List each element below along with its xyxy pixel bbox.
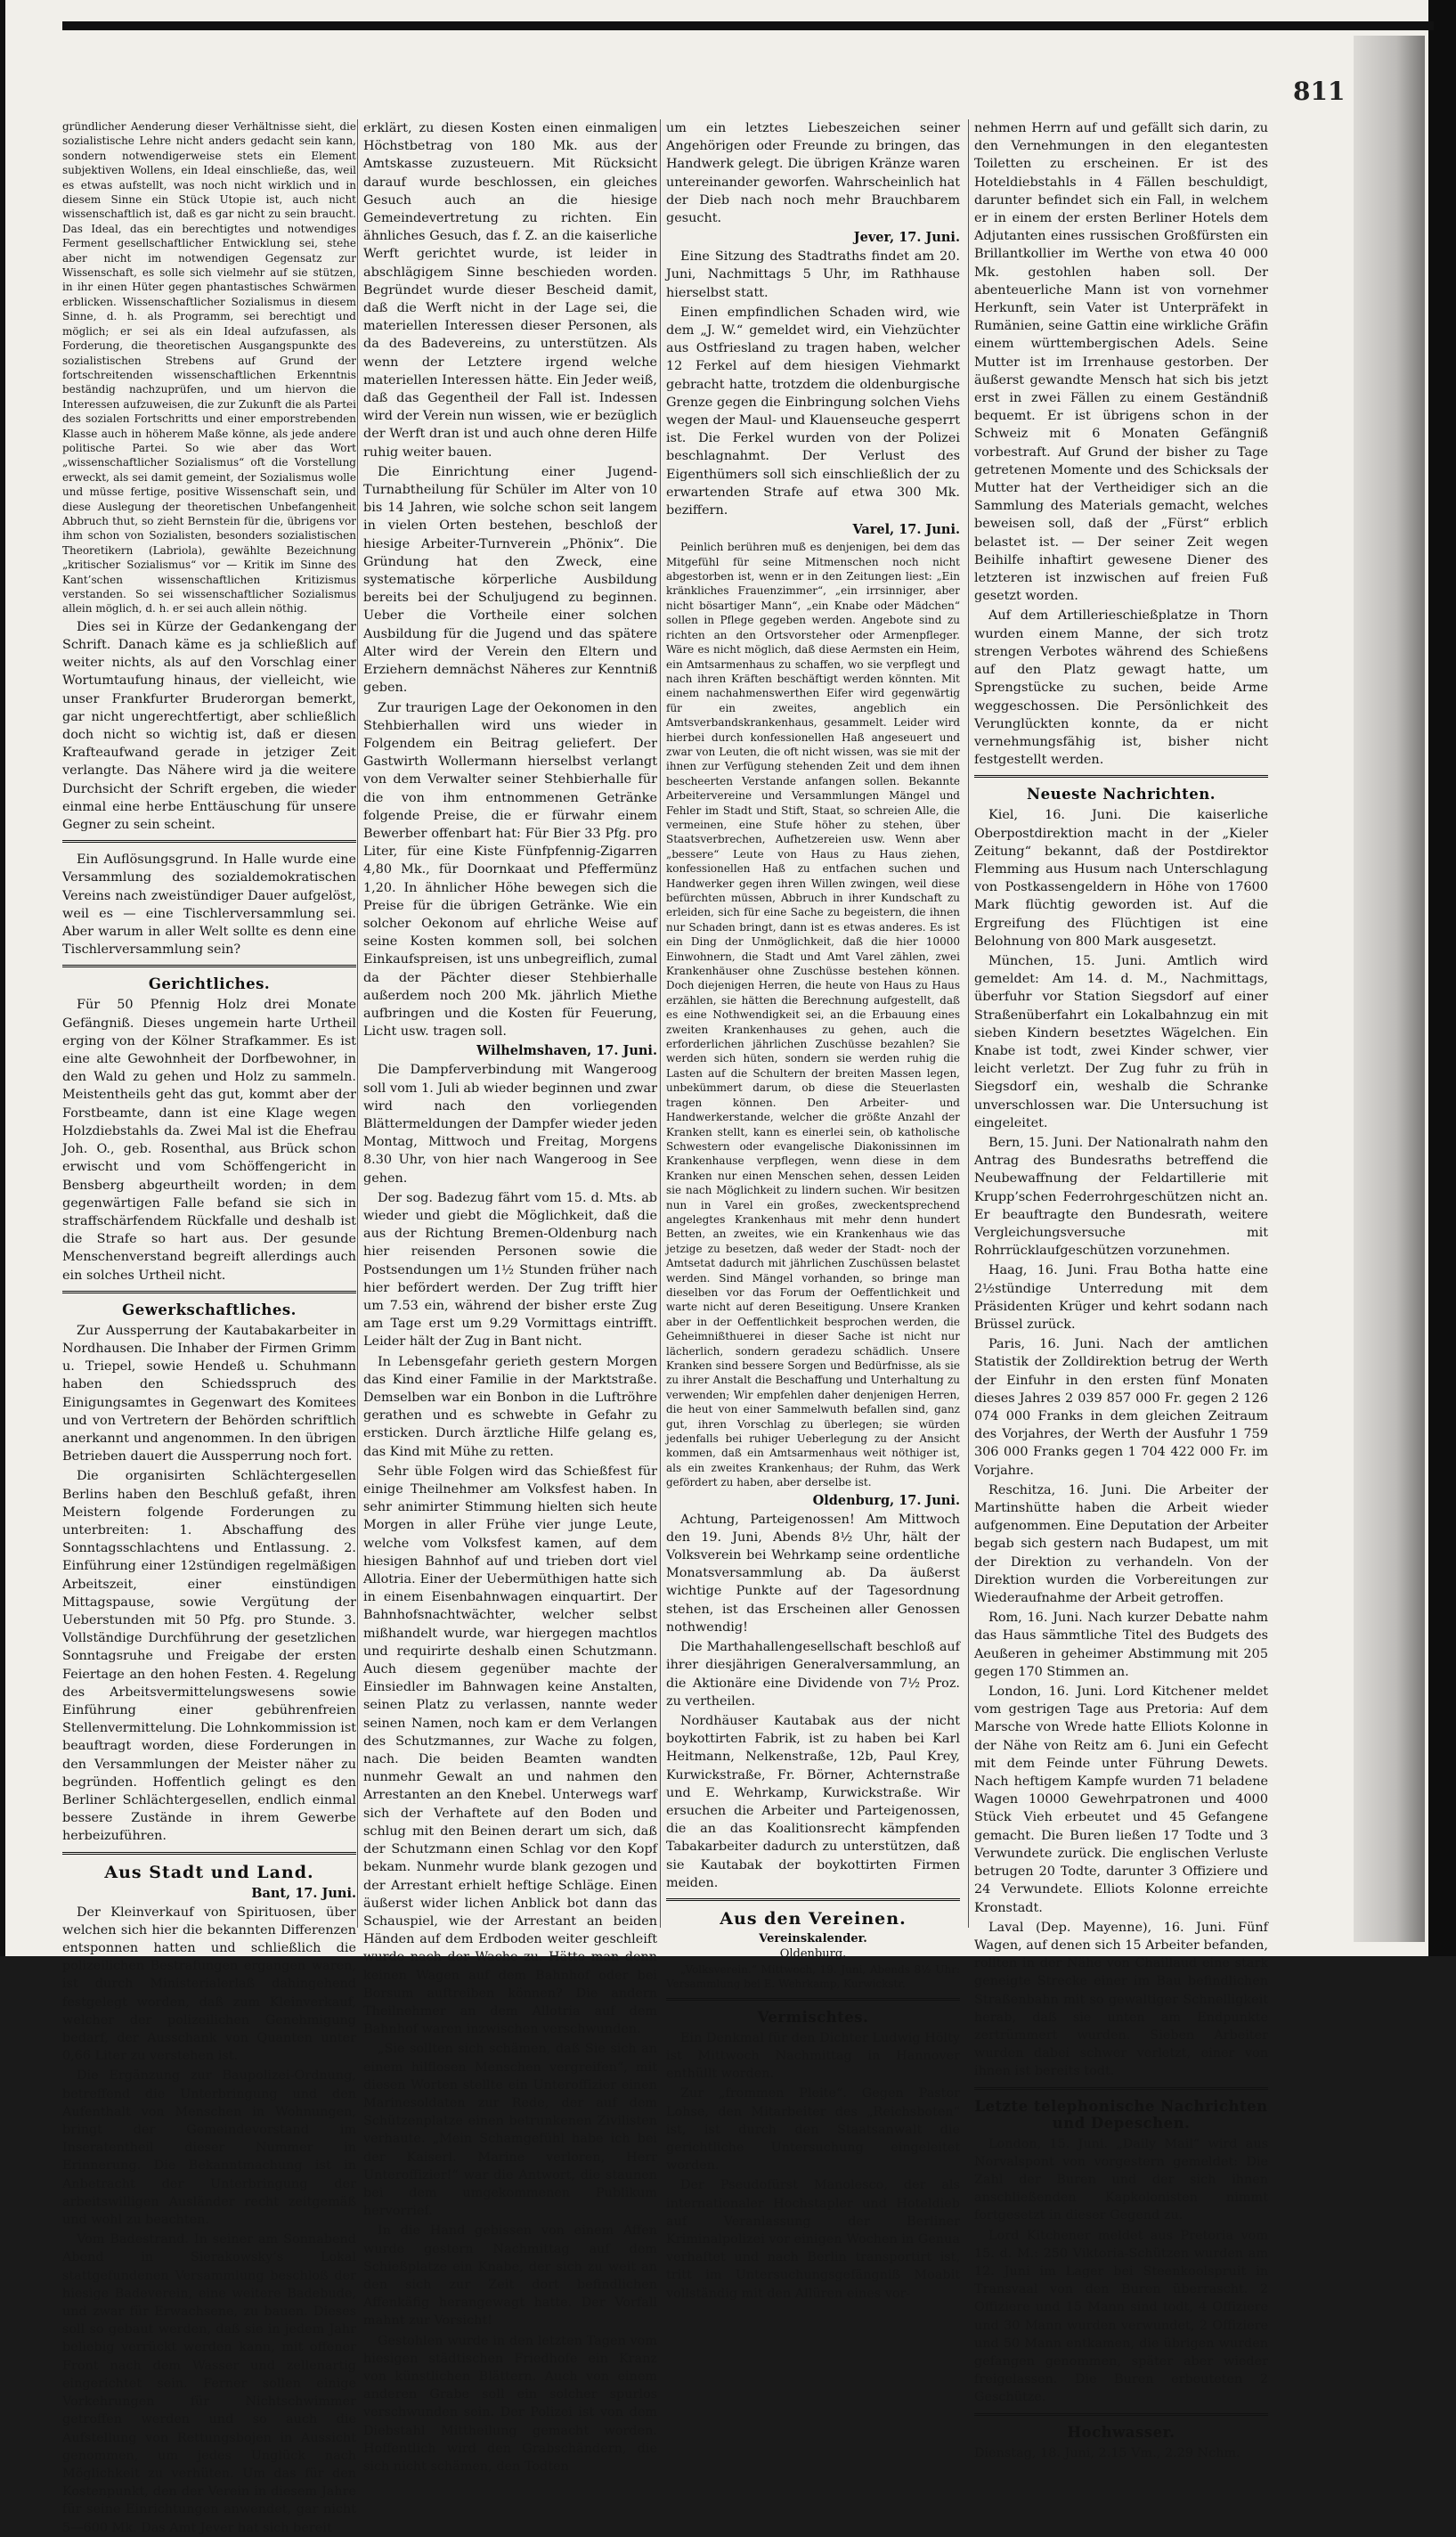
- article-paragraph: Der sog. Badezug fährt vom 15. d. Mts. ab wieder und giebt die Möglichkeit, daß die aus der Richtung Bremen-Oldenburg nach hier reisenden Personen sowie die Postsendungen um 1½ Stunden früher nach hier befördert werden. Der Zug trifft hier um 7.53 ein, während der bisher erste Zug am Tage erst um 9.29 Vormittags eintrifft. Leider hält der Zug in Bant nicht.: [363, 1190, 657, 1350]
- article-paragraph: Die Marthahallengesellschaft beschloß auf ihrer diesjährigen Generalversammlung, an die Aktionäre eine Dividende von 7½ Proz. zu vertheilen.: [666, 1640, 960, 1709]
- article-paragraph: Ein Denkmal für den Dichter Ludwig Hölty ist Mittwoch Nachmittag in Hannover enthüllt worden.: [666, 2030, 960, 2082]
- section-separator: [666, 1898, 960, 1905]
- section-heading: Letzte telephonische Nachrichten und Depeschen.: [974, 2097, 1268, 2132]
- article-paragraph: Haag, 16. Juni. Frau Botha hatte eine 2½stündige Unterredung mit dem Präsidenten Krüger und kehrt sodann nach Brüssel zurück.: [974, 1263, 1268, 1332]
- article-paragraph: Lord Kitchener meldet aus Pretoria vom 15. d. M.: 250 Viktoria-Schützen wurden am 12. Juni im Lager bei Steenkoolspruit in Transvaal von den Buren überrascht. 2 Offiziere und 15 Mann sind todt, 4 Offiziere und 30 Mann wurden verwundet, 2 Offiziere und 50 Mann entkamen, die übrigen wurden gefangen genommen, später aber wieder freigelassen. Die Buren erbeuteten 2 Geschütze.: [974, 2228, 1268, 2405]
- article-paragraph: Dies sei in Kürze der Gedankengang der Schrift. Danach käme es ja schließlich auf weiter nichts, als auf den Vorschlag einer Wortumtaufung hinaus, der vielleicht, wie unser Frankfurter Bruderorgan bemerkt, gar nicht ungerechtfertigt, aber schließlich doch nicht so wichtig ist, daß er diesen Krafteaufwand gerade in jetziger Zeit verlangte. Das Nähere wird ja die weitere Durchsicht der Schrift ergeben, die wieder einmal eine herbe Enttäuschung für unsere Gegner zu sein scheint.: [62, 619, 356, 833]
- article-paragraph: Kiel, 16. Juni. Die kaiserliche Oberpostdirektion macht in der „Kieler Zeitung“ bekannt, daß der Postdirektor Flemming aus Husum nach Unterschlagung von Postkassengeldern in Höhe von 17600 Mark flüchtig geworden ist. Auf die Ergreifung des Flüchtigen ist eine Belohnung von 800 Mark ausgesetzt.: [974, 808, 1268, 949]
- article-paragraph: Der Pseudofürst Manolesco, der als internationaler Hochstapler und Hoteldieb auf Veranlassung der Berliner Kriminalpolizei vor einigen Wochen in Genua verhaftet und nach Berlin transportirt ist, tritt im Untersuchungsgefängniß Moabit vollständig mit den Allüren eines vor-: [666, 2178, 960, 2301]
- article-paragraph: Die Ergänzung zur Baupolizei-Ordnung, betreffend die Unterbringung und den Aufenthalt von Menschen in Wohnungen, bringt der Gemeindevorstand im Inseratentheil dieser Nummer in Erinnerung. Die Bekanntmachung ist in Anbetracht der Unterbringung der arbeitswilligen Ausländer recht zeitgemäß und wohl zu beachten.: [62, 2068, 356, 2228]
- article-paragraph: um ein letztes Liebeszeichen seiner Angehörigen oder Freunde zu bringen, das Handwerk gelegt. Die übrigen Kränze waren untereinander geworfen. Wahrscheinlich hat der Dieb nach noch mehr Brauchbarem gesucht.: [666, 121, 960, 226]
- article-paragraph: Achtung, Parteigenossen! Am Mittwoch den 19. Juni, Abends 8½ Uhr, hält der Volksverein bei Wehrkamp seine ordentliche Monatsversammlung ab. Da äußerst wichtige Punkte auf der Tagesordnung stehen, ist das Erscheinen aller Genossen nothwendig!: [666, 1512, 960, 1635]
- article-paragraph: Der Kleinverkauf von Spirituosen, über welchen sich hier die bekannten Differenzen entsponnen hatten und schließlich die polizeilichen Bestrafungen ergangen waren, ist durch Ministerialerlaß dahingehend festgelegt worden, daß zum Kleinverkauf, welcher der polizeilichen Genehmigung bedarf, der Ausschank von Quanten unter 0,66 Liter zu verstehen ist.: [62, 1905, 356, 2064]
- article-paragraph: Zur „frommen Pleite“. Gegen Pastor Lohse, den Mitarbeiter des „Reichsboten“ ist, ist durch den Staatsanwalt die gerichtliche Untersuchung eingeleitet worden.: [666, 2086, 960, 2174]
- article-paragraph: Eine Sitzung des Stadtraths findet am 20. Juni, Nachmittags 5 Uhr, im Rathhause hierselbst statt.: [666, 249, 960, 300]
- page-edge-shadow: [1354, 36, 1425, 1942]
- section-heading: Neueste Nachrichten.: [1027, 786, 1216, 804]
- article-paragraph: nehmen Herrn auf und gefällt sich darin, zu den Vernehmungen in den elegantesten Toiletten zu erscheinen. Er ist des Hoteldiebstahls in 4 Fällen beschuldigt, darunter befindet sich ein Fall, in welchem er in einem der ersten Berliner Hotels dem Adjutanten eines russischen Großfürsten ein Brillantkollier im Werthe von etwa 40 000 Mk. gestohlen haben soll. Der abenteuerliche Mann ist von vornehmer Herkunft, sein Vater ist Unterpräfekt in Rumänien, seine Gattin eine wirkliche Gräfin einem württembergischen Adels. Seine Mutter ist im Irrenhause gestorben. Der äußerst gewandte Mensch hat sich bis jetzt erst in zwei Fällen zu einem Geständniß bequemt. Er ist übrigens schon in der Schweiz mit 6 Monaten Gefängniß vorbestraft. Auf Grund der bisher zu Tage getretenen Momente und des Schicksals der Mutter hat der Vertheidiger sich an die Sammlung des Materials gemacht, welches beweisen soll, daß der „Fürst“ erblich belastet ist. — Der seiner Zeit wegen Beihilfe inhaftirt gewesene Diener des letzteren ist inzwischen auf freien Fuß gesetzt worden.: [974, 121, 1268, 604]
- dateline: Oldenburg, 17. Juni.: [812, 1492, 960, 1508]
- column-rule: [968, 119, 969, 1928]
- section-heading: Hochwasser.: [1067, 2423, 1175, 2441]
- article-paragraph: Vom Badestrand. In seiner am Sonnabend Abend in Sierakowsky’s Lokal stattgefundenen Versammlung beschloß der hiesige Badeverein, eine weitere Badebude, und zwar für Erwachsene, zu bauen. Dieses soll so gebaut werden, daß sie in jedem Jahr beliebig verrückt werden kann, mit offener Front nach dem Wasser und zellenartig eingerichtet sein. Ferner sollen einige Vorkehrungen für Nichtschwimmer getroffen werden und so auch die Aufstellung von Rettungsbojen in Aussicht genommen, um jedes Unglück nach Möglichkeit zu verhüten. Um das für den Kostenpunkt, den der Verein in diesem Jahre für seine Einrichtungen anwendet, gar nicht 5—600 Mk. Das Amt Jever hat sich bereit: [62, 2232, 356, 2535]
- section-heading: Gewerkschaftliches.: [122, 1301, 297, 1318]
- section-separator: [62, 1852, 356, 1858]
- dateline: Jever, 17. Juni.: [853, 230, 960, 246]
- section-separator: [666, 1998, 960, 2004]
- section-separator: [974, 2413, 1268, 2419]
- article-paragraph: Die Dampferverbindung mit Wangeroog soll vom 1. Juli ab wieder beginnen und zwar wird nach den vorliegenden Blättermeldungen der Dampfer wieder jeden Montag, Mittwoch und Freitag, Morgens 8.30 Uhr, von hier nach Wangeroog in See gehen.: [363, 1063, 657, 1186]
- article-paragraph: Peinlich berühren muß es denjenigen, bei dem das Mitgefühl für seine Mitmenschen noch nicht abgestorben ist, wenn er in den Zeitungen liest: „Ein kränkliches Frauenzimmer“, „ein irrsinniger, aber nicht bösartiger Mann“, „ein Knabe oder Mädchen“ sollen in Pflege gegeben werden. Angebote sind zu richten an den Ortsvorsteher oder Armenpfleger. Wäre es nicht möglich, daß diese Aermsten ein Heim, ein Amtsarmenhaus zu schaffen, wo sie verpflegt und nach ihren Kräften beschäftigt werden könnten. Mit einem nachahmenswerthen Eifer wird gegenwärtig für ein zweites, angeblich ein Amtsverbandskrankenhaus, gesammelt. Leider wird hierbei durch konfessionellen Haß angeseuert und zwar von Leuten, die oft nicht wissen, was sie mit der ihnen zur Verfügung stehenden Zeit und dem ihnen bescheerten Verstande anfangen sollen. Bekannte Arbeitervereine und Versammlungen Mängel und Fehler im Stadt und Stift, Staat, so schreien Alle, die vermeinen, eine Stufe höher zu stehen, über Staatsverbrechen, Aufhetzereien usw. Wenn aber „bessere“ Leute von Haus zu Haus ziehen, konfessionellen Haß zu entfachen suchen und Handwerker gegen ihren Willen zwingen, weil diese befürchten müssen, Abbruch in ihrer Kundschaft zu erleiden, sich für eine Sache zu begeistern, die ihnen nur Schaden bringt, dann ist es etwas anderes. Es ist ein Ding der Unmöglichkeit, daß die hier 10000 Einwohnern, die Stadt und Amt Varel zählen, zwei Krankenhäuser ohne Zuschüsse bestehen können. Doch diejenigen Herren, die heute von Haus zu Haus erzählen, sie hätten die Berechnung aufgestellt, daß es eine Nothwendigkeit sei, an die Erbauung eines zweiten Krankenhauses zu gehen, auch die erforderlichen jährlichen Zuschüsse bezahlen? Sie werden sich hüten, sondern sie werden ruhig die Lasten auf die Schultern der breiten Massen legen, unbekümmert darum, ob diese die Steuerlasten tragen können. Den Arbeiter- und Handwerkerstande, welcher die größte Anzahl der Kranken stellt, kann es einerlei sein, ob katholische Schwestern oder evangelische Diakonissinnen im Krankenhause verpflegen, wenn diese in dem Kranken nur einen Menschen sehen, dessen Leiden sie nach Möglichkeit zu lindern suchen. Wir besitzen nun in Varel ein großes, zweckentsprechend angelegtes Krankenhaus mit mehr denn hundert Betten, an zweites, wie ein Krankenhaus wie das jetzige zu besetzen, daß weder der Stadt- noch der Amtsetat dadurch mit jährlichen Zuschüssen belastet werden. Sind Mängel vorhanden, so bringe man dieselben vor das Forum der Oeffentlichkeit und warte nicht auf deren Beseitigung. Unsere Kranken aber in der Oeffentlichkeit besprochen werden, die Geheimnißthuerei in dieser Sache ist nicht nur lächerlich, sondern geradezu schädlich. Unsere Kranken sind bessere Sorgen und Bedürfnisse, als sie zu ihrer Anstalt die Beschaffung und Unterhaltung zu verwenden; Wir empfehlen daher denjenigen Herren, die heut von einer Sammelwuth befallen sind, ganz gut, ihren Vorschlag zu überlegen; sie würden jedenfalls bei ruhiger Ueberlegung zu der Ansicht kommen, daß ein Amtsarmenhaus weit nöthiger ist, als ein zweites Krankenhaus; der Ruhm, das Werk gefördert zu haben, aber derselbe ist.: [666, 541, 960, 1489]
- dateline: Wilhelmshaven, 17. Juni.: [476, 1043, 657, 1059]
- article-paragraph: Für 50 Pfennig Holz drei Monate Gefängniß. Dieses ungemein harte Urtheil erging von der Kölner Strafkammer. Es ist eine alte Gewohnheit der Dorfbewohner, in den Wald zu gehen und Holz zu sammeln. Meistentheils geht das gut, kommt aber der Forstbeamte, dann ist eine Klage wegen Holzdiebstahls da. Zwei Mal ist die Ehefrau Joh. O., geb. Rosenthal, aus Brück schon erwischt und vom Schöffengericht in Bensberg abgeurtheilt worden; in dem gegenwärtigen Falle befand sie sich in straffschärfendem Rückfalle und deshalb ist die Strafe so hart aus. Der gesunde Menschenverstand begreift allerdings auch ein solches Urtheil nicht.: [62, 998, 356, 1283]
- section-separator: [62, 1291, 356, 1297]
- article-paragraph: Nordhäuser Kautabak aus der nicht boykottirten Fabrik, ist zu haben bei Karl Heitmann, Nelkenstraße, 12b, Paul Krey, Kurwickstraße, Fr. Börner, Achternstraße und E. Wehrkamp, Kurwickstraße. Wir ersuchen die Arbeiter und Parteigenossen, die an das Koalitionsrecht kämpfenden Tabakarbeiter dadurch zu unterstützen, daß sie Kautabak der boykottirten Firmen meiden.: [666, 1713, 960, 1890]
- subheading: Vereinskalender.: [759, 1931, 867, 1946]
- article-paragraph: gründlicher Aenderung dieser Verhältnisse sieht, die sozialistische Lehre nicht anders gedacht sein kann, sondern notwendigerweise stets ein Element subjektiven Wollens, ein Ideal einschließe, das, weil es etwas aufstellt, was noch nicht wirklich und in diesem Sinne ein Stück Utopie ist, auch nicht wissenschaftlich ist, daß es gar nicht zu sein braucht. Das Ideal, das ein berechtigtes und notwendiges Ferment gesellschaftlicher Entwicklung sei, stehe aber nicht im notwendigen Gegensatz zur Wissenschaft, es solle sich vielmehr auf sie stützen, in ihr einen Hüter gegen phantastisches Schwärmen erblicken. Wissenschaftlicher Sozialismus in diesem Sinne, d. h. als Programm, sei berechtigt und möglich; er sei als ein Ideal aufzufassen, als Forderung, die theoretischen Ausgangspunkte des sozialistischen Strebens auf Grund der fortschreitenden wissenschaftlichen Erkenntnis beständig nachzuprüfen, und um hiervon die Interessen aufzuweisen, die zur Zukunft die als Partei des sozialen Fortschritts und einer emporstrebenden Klasse auch in höherem Maße könne, als jede andere politische Partei. So wie aber das Wort „wissenschaftlicher Sozialismus“ oft die Vorstellung erweckt, als sei damit gemeint, der Sozialismus wolle und müsse fertige, positive Wissenschaft sein, und diese Auslegung der theoretischen Unbefangenheit Abbruch thut, so zieht Bernstein für die, übrigens vor ihm schon von Sozialisten, besonders sozialistischen Theoretikern (Labriola), gewählte Bezeichnung „kritischer Sozialismus“ vor — Kritik im Sinne des Kant’schen wissenschaftlichen Kritizismus verstanden. So sei wissenschaftlicher Sozialismus allein möglich, d. h. er sei auch allein nöthig.: [62, 120, 356, 616]
- dateline: Bant, 17. Juni.: [251, 1885, 356, 1901]
- article-paragraph: Laval (Dep. Mayenne), 16. Juni. Fünf Wagen, auf denen sich 15 Arbeiter befanden, rollten in der Nähe von Chaillaud eine stark geneigte Strecke einer im Bau befindlichen Straßenbahn mit so gewaltiger Schnelligkeit herab, daß sie unten am Endpunkte zertrümmert wurden. Sieben Arbeiter wurden dabei schwer verletzt, einer von ihnen ist bereits todt.: [974, 1920, 1268, 2079]
- article-paragraph: Ein Auflösungsgrund. In Halle wurde eine Versammlung des sozialdemokratischen Vereins nach zweistündiger Dauer aufgelöst, weil es — eine Tischlerversammlung sei. Aber warum in aller Welt sollte es denn eine Tischlerversammlung sein?: [62, 852, 356, 958]
- section-heading: Aus den Vereinen.: [720, 1908, 907, 1929]
- section-separator: [974, 775, 1268, 781]
- article-paragraph: „Sie sollten sich schämen, daß Sie sich an einem hilflosen Menschen vergreifen“, mit diesen Worten stellte ein Unteroffizier einen Marinesoldaten zur Rede, der auf dem Schützenplatze einen betrunkenen Zivilisten verhaute. „Mein Schamgefühl habe ich bei der Kaiserl. Marine verloren, Herr Unteroffizier!“ war die Antwort, die staunen bei dem umgekommenen Publikum hervorrief.: [363, 2042, 657, 2219]
- article-paragraph: Gestohlen wurde in den letzten Tagen vom hiesigen städtischen Friedhofe ein Kranz von künstlichen Blättern. Auch von einem anderen Grabe soll ein solcher spurlos verschwunden sein. Der Polizei ist von dem Diebstahl Mittheilung gemacht worden. Hoffentlich wird den Grabschändern, die sich nicht schämen, den Todten: [363, 2333, 657, 2474]
- scan-border-right: [1428, 0, 1456, 1956]
- article-paragraph: „Volksverein.“ Mittwoch, 19. Juni, Abends 8½ Uhr: Versammlung bei E. Wehrkamp, Kurwickstr.: [666, 1962, 960, 1991]
- column-1: [62, 119, 356, 2535]
- section-heading: Vermischtes.: [757, 2008, 869, 2026]
- article-paragraph: London, 16. Juni. Lord Kitchener meldet vom gestrigen Tage aus Pretoria: Auf dem Marsche von Wrede hatte Elliots Kolonne in der Nähe von Reitz am 6. Juni ein Gefecht mit dem Feinde unter Führung Dewets. Nach heftigem Kampfe wurden 71 beladene Wagen 10000 Gewehrpatronen und 4000 Stück Vieh erbeutet und 45 Gefangene gemacht. Die Buren ließen 17 Todte und 3 Verwundete zurück. Die englischen Verluste betrugen 20 Todte, darunter 3 Offiziere und 24 Verwundete. Elliots Kolonne erreichte Kronstadt.: [974, 1685, 1268, 1915]
- article-paragraph: Paris, 16. Juni. Nach der amtlichen Statistik der Zolldirektion betrug der Werth der Einfuhr in den ersten fünf Monaten dieses Jahres 2 039 857 000 Fr. gegen 2 126 074 000 Franks in dem gleichen Zeitraum des Vorjahres, der Werth der Ausfuhr 1 759 306 000 Franks gegen 1 704 422 000 Fr. im Vorjahre.: [974, 1337, 1268, 1478]
- article-paragraph: Reschitza, 16. Juni. Die Arbeiter der Martinshütte haben die Arbeit wieder aufgenommen. Eine Deputation der Arbeiter begab sich gestern nach Budapest, um mit der Direktion zu verhandeln. Von der Direktion wurden die Vorbereitungen zur Wiederaufnahme der Arbeit getroffen.: [974, 1482, 1268, 1606]
- article-paragraph: London, 15. Juni. „Daily Mail“ wird aus Norvalspont von vorgestern gemeldet: Die Zahl der Buren und der sich ihnen anschließenden Kapkolonisten nimmt fortgesetzt in dieser Gegend zu.: [974, 2136, 1268, 2223]
- article-paragraph: Auf dem Artillerieschießplatze in Thorn wurden einem Manne, der sich trotz strengen Verbotes während des Schießens auf den Platz gewagt hatte, um Sprengstücke zu suchen, beide Arme weggeschossen. Die Persönlichkeit des Verunglückten konnte, da er nicht vernehmungsfähig ist, bisher nicht festgestellt werden.: [974, 608, 1268, 768]
- article-paragraph: Die Einrichtung einer Jugend-Turnabtheilung für Schüler im Alter von 10 bis 14 Jahren, wie solche schon seit langem in vielen Orten bestehen, beschloß der hiesige Arbeiter-Turnverein „Phönix“. Die Gründung hat den Zweck, eine systematische körperliche Ausbildung bereits bei der Schuljugend zu beginnen. Ueber die Vortheile einer solchen Ausbildung für die Jugend und das spätere Alter wird der Verein den Eltern und Erziehern demnächst Näheres zur Kenntniß geben.: [363, 464, 657, 696]
- article-paragraph: erklärt, zu diesen Kosten einen einmaligen Höchstbetrag von 180 Mk. aus der Amtskasse zuzusteuern. Mit Rücksicht darauf wurde beschlossen, ein gleiches Gesuch auch an die hiesige Gemeindevertretung zu richten. Ein ähnliches Gesuch, das f. Z. an die kaiserliche Werft gerichtet wurde, ist leider in abschlägigem Sinne beschieden worden. Begründet wurde dieser Bescheid damit, daß die Werft nicht in der Lage sei, die materiellen Interessen dieser Personen, als da des Badevereins, zu unterstützen. Als wenn der Letztere irgend welche materiellen Interessen hätte. Ein Jeder weiß, daß das Gegentheil der Fall ist. Indessen wird der Verein nun wissen, wie er bezüglich der Werft dran ist und auch ohne deren Hilfe ruhig weiter bauen.: [363, 121, 657, 460]
- article-paragraph: Zur Aussperrung der Kautabakarbeiter in Nordhausen. Die Inhaber der Firmen Grimm u. Triepel, sowie Hendeß u. Schuhmann haben den Schiedsspruch des Einigungsamtes in Gegenwart des Komitees und von Vertretern der Behörden schriftlich anerkannt und angenommen. In den übrigen Betrieben dauert die Aussperrung noch fort.: [62, 1323, 356, 1464]
- article-paragraph: Dienstag, 18. Juni, 2.15 Vm., 2.29 Nchm.: [974, 2445, 1240, 2460]
- section-heading: Gerichtliches.: [148, 975, 271, 993]
- subheading: Oldenburg.: [779, 1946, 847, 1961]
- article-paragraph: Zur traurigen Lage der Oekonomen in den Stehbierhallen wird uns wieder in Folgendem ein Beitrag geliefert. Der Gastwirth Wollermann hierselbst verlangt von dem Verwalter seiner Stehbierhalle für die von ihm entnommenen Getränke folgende Preise, die er fürwahr einem Bewerber offenbart hat: Für Bier 33 Pfg. pro Liter, für eine Kiste Fünfpfennig-Zigarren 4,80 Mk., für Doornkaat und Pfeffermünz 1,20. In ähnlicher Höhe bewegen sich die Preise für die übrigen Getränke. Wie ein solcher Oekonom auf ehrliche Weise auf seine Kosten kommen soll, bei solchen Einkaufspreisen, ist uns unbegreiflich, zumal da der Pächter dieser Stehbierhalle außerdem noch 200 Mk. jährlich Miethe aufbringen und die Kosten für Feuerung, Licht usw. tragen soll.: [363, 700, 657, 1040]
- column-rule: [660, 119, 661, 1928]
- dateline: Varel, 17. Juni.: [852, 522, 960, 538]
- article-paragraph: Sehr üble Folgen wird das Schießfest für einige Theilnehmer am Volksfest haben. In sehr animirter Stimmung hielten sich heute Morgen in aller Frühe vier junge Leute, welche vom Volksfest kamen, auf dem hiesigen Bahnhof auf und trieben dort viel Allotria. Einer der Uebermüthigen hatte sich in einem Eisenbahnwagen einquartirt. Der Bahnhofsnachtwächter, welcher selbst mißhandelt wurde, war hiergegen machtlos und requirirte deshalb einen Schutzmann. Auch diesem gegenüber machte der Einsiedler im Bahnwagen keine Anstalten, seinen Platz zu verlassen, nannte weder seinen Namen, noch kam er dem Verlangen des Schutzmannes, zur Wache zu folgen, nach. Die beiden Beamten wandten nunmehr Gewalt an und nahmen den Arrestanten an den Knebel. Unterwegs warf sich der Verhaftete auf den Boden und schlug mit den Beinen derart um sich, daß der Schutzmann einen Schlag vor den Kopf bekam. Nunmehr wurde blank gezogen und der Arrestant erhielt heftige Schläge. Einen äußerst wider lichen Anblick bot dann das Schauspiel, wie der Arrestant an beiden Händen auf dem Erdboden weiter geschleift wurde nach der Wache zu. Hätte man denn keinen Wagen auf dem Bahnhof oder bei Borsum auftreiben können? Die andern Theilnehmer an dem Allotria auf dem Bahnhof waren inzwischen verschwunden.: [363, 1464, 657, 2037]
- column-rule: [357, 119, 358, 1928]
- article-paragraph: In Lebensgefahr gerieth gestern Morgen das Kind einer Familie in der Marktstraße. Demselben war ein Bonbon in die Luftröhre gerathen und es schwebte in Gefahr zu ersticken. Durch ärztliche Hilfe gelang es, das Kind mit Mühe zu retten.: [363, 1354, 657, 1459]
- section-heading: Aus Stadt und Land.: [104, 1862, 314, 1882]
- article-paragraph: Die organisirten Schlächtergesellen Berlins haben den Beschluß gefaßt, ihren Meistern folgende Forderungen zu unterbreiten: 1. Abschaffung des Sonntagsschlachtens und Entlassung. 2. Einführung einer 12stündigen regelmäßigen Arbeitszeit, einer einstündigen Mittagspause, sowie Vergütung der Ueberstunden mit 50 Pfg. pro Stunde. 3. Vollständige Durchführung der gesetzlichen Sonntagsruhe und Freigabe der ersten Feiertage an den hohen Festen. 4. Regelung des Arbeitsvermittelungswesens sowie Einführung einer gebührenfreien Stellenvermittelung. Die Lohnkommission ist beauftragt worden, diese Forderungen in den Versammlungen der Meister näher zu begründen. Hoffentlich gelingt es den Berliner Schlächtergesellen, endlich einmal bessere Zustände in ihrem Gewerbe herbeizuführen.: [62, 1469, 356, 1844]
- article-paragraph: Bern, 15. Juni. Der Nationalrath nahm den Antrag des Bundesraths betreffend die Neubewaffnung der Feldartillerie mit Krupp’schen Federrohrgeschützen nicht an. Er beauftragte den Bundesrath, weitere Vergleichungsversuche mit Rohrrücklaufgeschützen vorzunehmen.: [974, 1135, 1268, 1259]
- top-rule: [62, 21, 1434, 30]
- column-2: [363, 119, 657, 2474]
- section-separator: [62, 965, 356, 971]
- article-paragraph: Einen empfindlichen Schaden wird, wie dem „J. W.“ gemeldet wird, ein Viehzüchter aus Ostfriesland zu tragen haben, welcher 12 Ferkel auf dem hiesigen Viehmarkt gebracht hatte, trotzdem die oldenburgische Grenze gegen die Einbringung solchen Viehs wegen der Maul- und Klauenseuche gesperrt ist. Die Ferkel wurden von der Polizei beschlagnahmt. Der Verlust des Eigenthümers soll sich einschließlich der zu erwartenden Strafe auf etwa 300 Mk. beziffern.: [666, 305, 960, 518]
- page-number: 811: [1293, 77, 1346, 106]
- column-3: [666, 119, 960, 2301]
- column-4: [974, 119, 1268, 2460]
- section-separator: [62, 840, 356, 846]
- article-paragraph: In die Hand gebissen von einem Affen wurde gestern Nachmittag auf dem Schießplatze ein Knabe, der sich zu weit an den sich zur Zeit dort befindlichen Affenkäfig herangewagt hatte. Der Vorfall mahnt zur Vorsicht!: [363, 2223, 657, 2329]
- article-paragraph: München, 15. Juni. Amtlich wird gemeldet: Am 14. d. M., Nachmittags, überfuhr vor Station Siegsdorf auf einer Straßenüberfahrt ein Lokalbahnzug ein mit sieben Kindern besetztes Wägelchen. Ein Knabe ist todt, zwei Kinder schwer, vier leicht verletzt. Der Zug fuhr zu früh in Siegsdorf ein, weshalb die Schranke unverschlossen war. Die Untersuchung ist eingeleitet.: [974, 953, 1268, 1130]
- section-separator: [974, 2087, 1268, 2093]
- article-paragraph: Rom, 16. Juni. Nach kurzer Debatte nahm das Haus sämmtliche Titel des Budgets des Aeußeren in geheimer Abstimmung mit 205 gegen 170 Stimmen an.: [974, 1611, 1268, 1679]
